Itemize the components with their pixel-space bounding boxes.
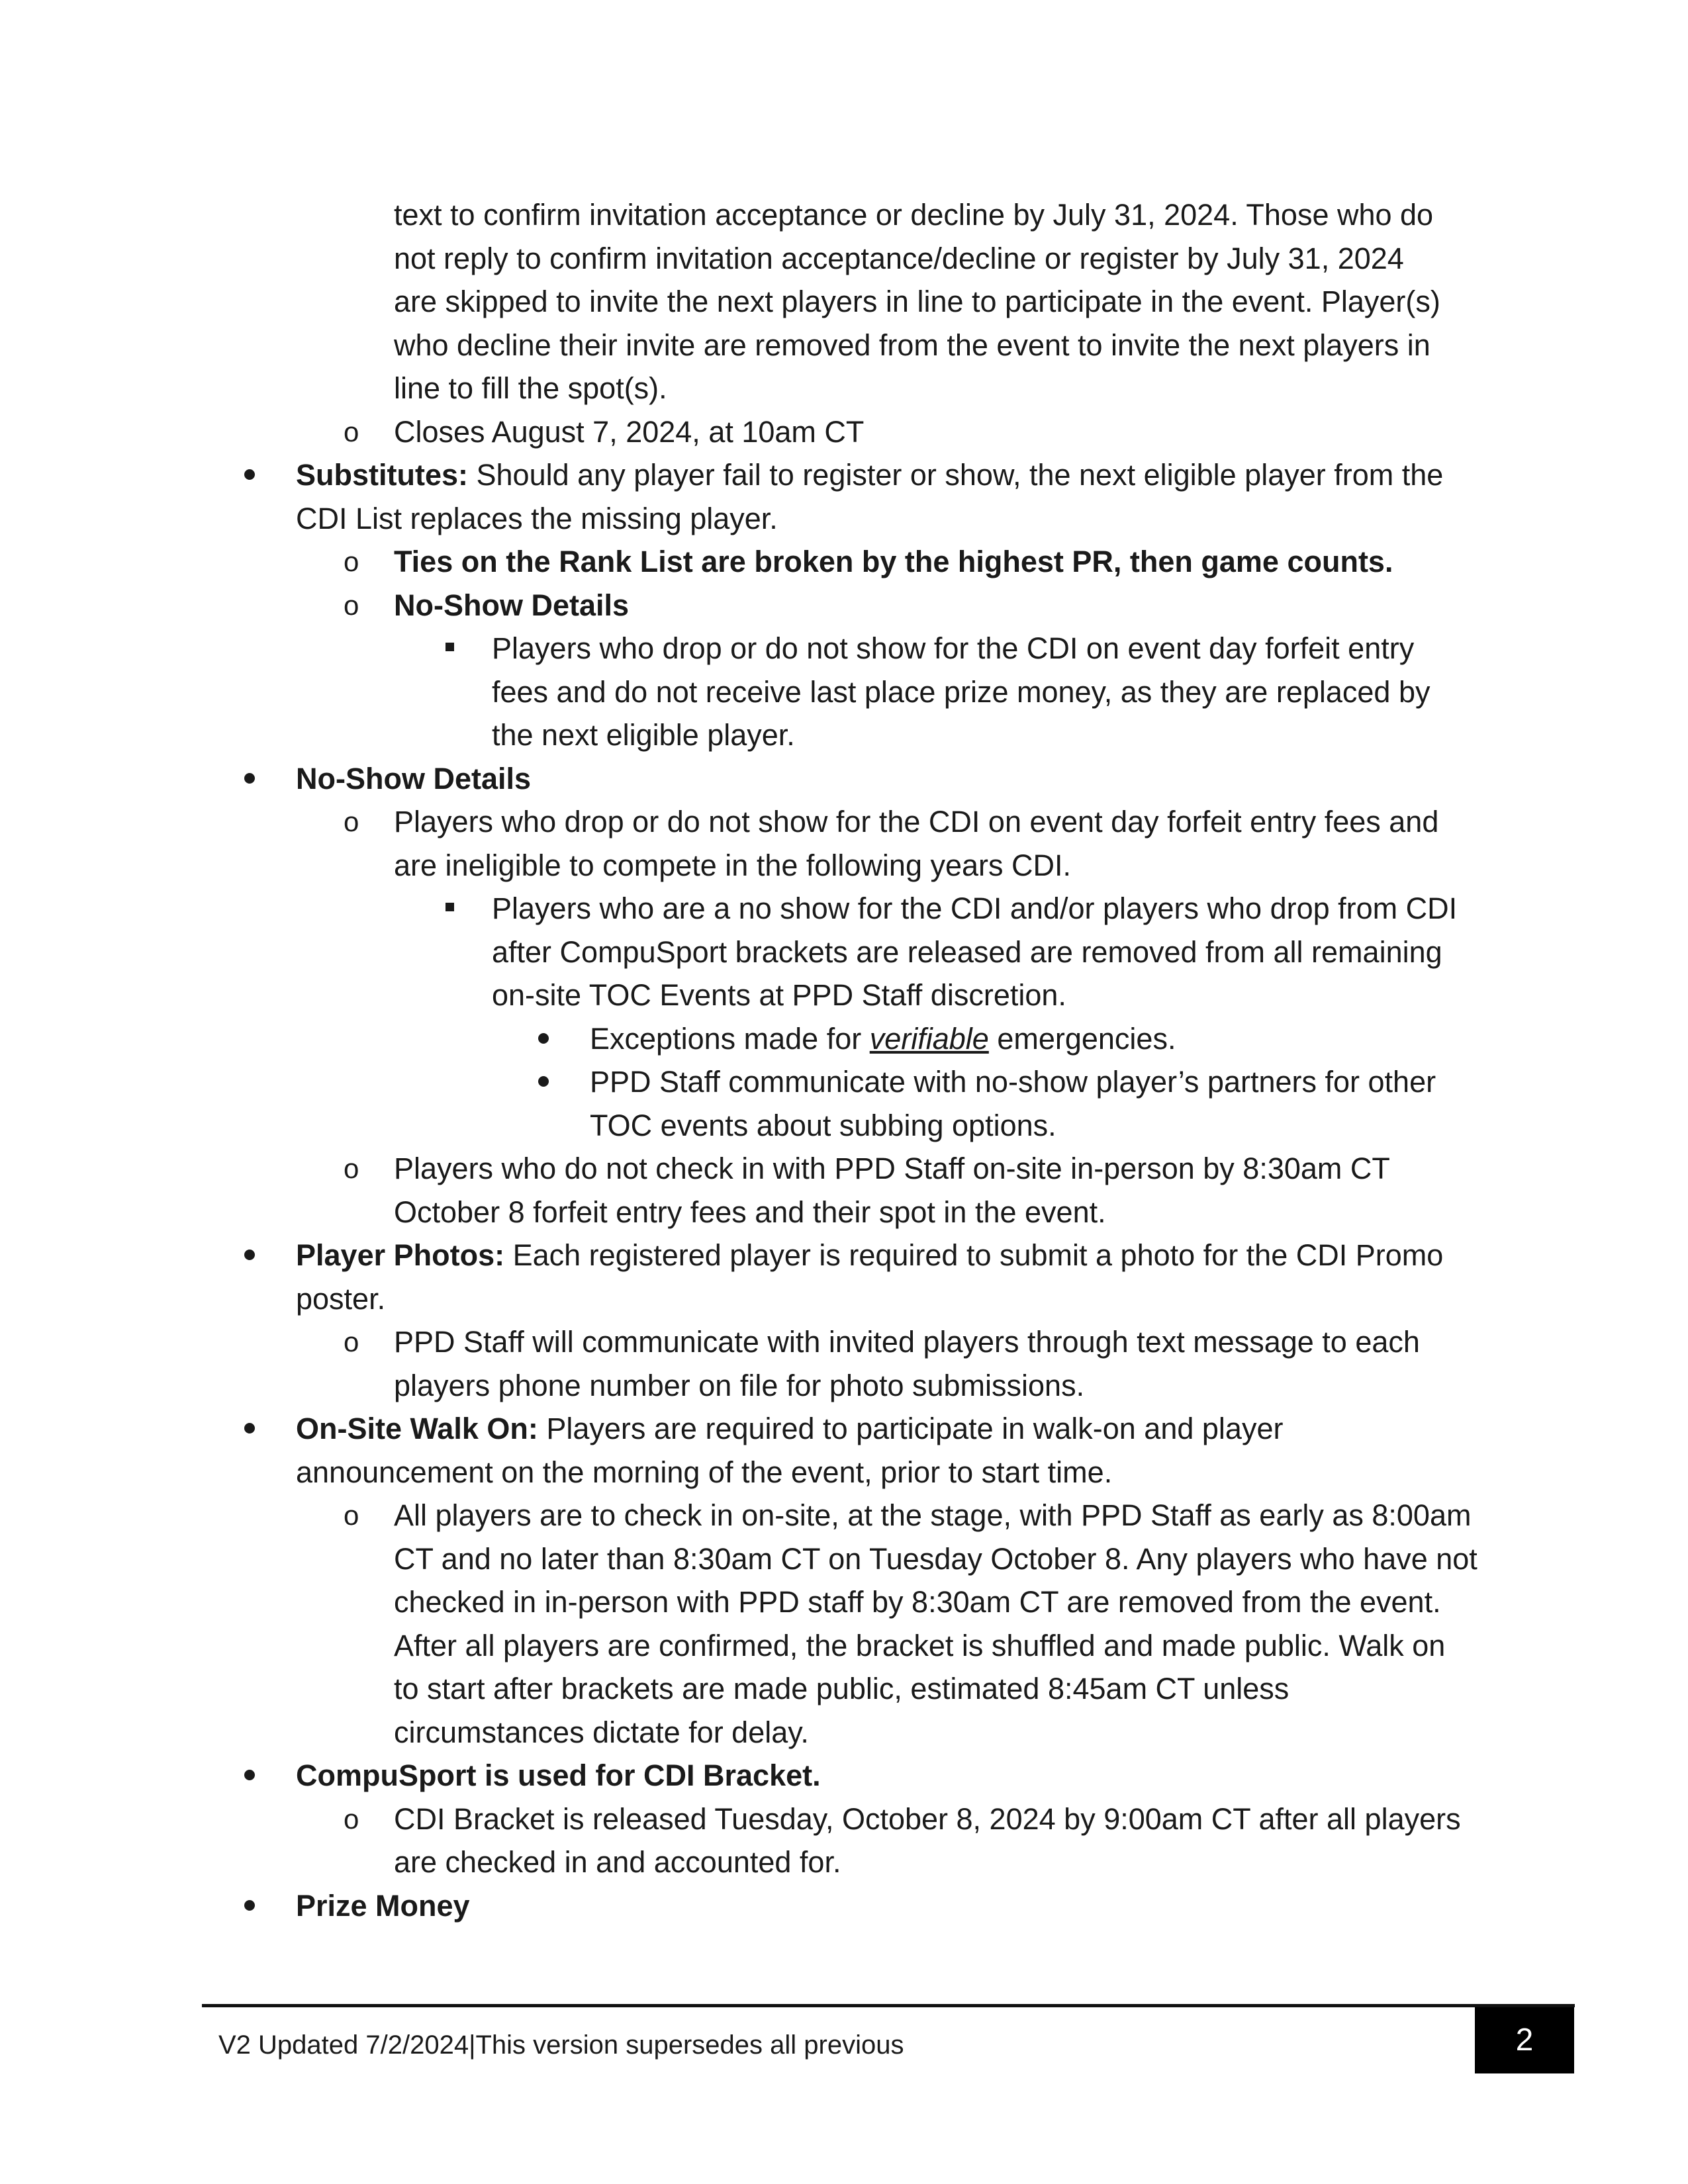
text-line xyxy=(394,237,1479,281)
text-line xyxy=(492,670,1472,714)
text-run: Players who are a no show for the CDI and/or players who drop from CDI xyxy=(492,891,1458,925)
text-run: October 8 forfeit entry fees and their spot in the event. xyxy=(394,1195,1106,1229)
text-run: announcement on the morning of the event, prior to start time. xyxy=(296,1455,1113,1489)
text-line xyxy=(296,1451,1461,1494)
text-run: the next eligible player. xyxy=(492,718,795,752)
text-run: not reply to confirm invitation acceptance/decline or register by July 31, 2024 xyxy=(394,241,1404,275)
text-run: on-site TOC Events at PPD Staff discretion. xyxy=(492,978,1066,1012)
bold-text: No-Show Details xyxy=(394,588,630,622)
text-line xyxy=(492,713,1472,757)
text-line xyxy=(296,1277,1461,1321)
list-item-substitutes xyxy=(296,453,1461,497)
text-line xyxy=(296,497,1461,541)
disc-bullet-icon xyxy=(244,469,255,480)
page-body xyxy=(0,193,1688,1927)
text-run: to start after brackets are made public, estimated 8:45am CT unless xyxy=(394,1672,1289,1706)
list-item-compusport xyxy=(296,1754,1461,1797)
text-run: poster. xyxy=(296,1281,386,1316)
circle-bullet-icon: o xyxy=(344,589,359,621)
text-run: line to fill the spot(s). xyxy=(394,371,667,405)
disc-bullet-icon xyxy=(244,1900,255,1911)
bold-label: On-Site Walk On: xyxy=(296,1412,538,1445)
disc-bullet-icon xyxy=(538,1033,549,1044)
text-line xyxy=(394,1711,1479,1754)
footer-divider xyxy=(202,2004,1575,2007)
list-item xyxy=(344,1147,1479,1191)
text-run: emergencies. xyxy=(988,1021,1176,1056)
disc-bullet-icon xyxy=(244,1250,255,1260)
circle-bullet-icon: o xyxy=(344,546,359,577)
list-item xyxy=(344,1494,1479,1537)
text-run: are skipped to invite the next players in line to participate in the event. Player(s) xyxy=(394,285,1440,318)
circle-bullet-icon: o xyxy=(344,416,359,447)
text-run: who decline their invite are removed from the event to invite the next players in xyxy=(394,328,1430,362)
list-item-walkon xyxy=(296,1407,1461,1451)
list-item-noshow-sub xyxy=(344,584,1479,627)
list-item-noshow-detail xyxy=(492,627,1472,670)
list-item xyxy=(344,1797,1479,1841)
text-run: Should any player fail to register or show, the next eligible player from the xyxy=(468,458,1444,492)
text-run: Closes August 7, 2024, at 10am CT xyxy=(394,414,865,449)
text-run: Players who drop or do not show for the CDI on event day forfeit entry fees and xyxy=(394,805,1439,839)
disc-bullet-icon xyxy=(244,773,255,784)
text-line xyxy=(394,324,1479,367)
page-number: 2 xyxy=(1515,2023,1534,2058)
text-line xyxy=(394,1624,1479,1668)
text-run: TOC events about subbing options. xyxy=(590,1108,1056,1142)
text-run: PPD Staff communicate with no-show player’s partners for other xyxy=(590,1065,1436,1099)
text-run: CT and no later than 8:30am CT on Tuesday October 8. Any players who have not xyxy=(394,1541,1477,1576)
bold-text: Ties on the Rank List are broken by the highest PR, then game counts. xyxy=(394,545,1393,578)
text-run: All players are to check in on-site, at the stage, with PPD Staff as early as 8:00am xyxy=(394,1498,1472,1532)
square-bullet-icon xyxy=(445,643,454,651)
text-run: checked in in-person with PPD staff by 8:30am CT are removed from the event. xyxy=(394,1585,1441,1619)
list-item xyxy=(344,1320,1479,1364)
circle-bullet-icon: o xyxy=(344,1326,359,1357)
bold-label: Player Photos: xyxy=(296,1238,505,1272)
text-run: are checked in and accounted for. xyxy=(394,1845,841,1879)
text-run: CDI Bracket is released Tuesday, October 8, 2024 by 9:00am CT after all players xyxy=(394,1801,1461,1836)
text-line xyxy=(394,1364,1479,1408)
text-run: Exceptions made for xyxy=(590,1021,870,1056)
list-item-exceptions xyxy=(590,1017,1470,1061)
footer-version-text: V2 Updated 7/2/2024|This version supersedes all previous xyxy=(218,2030,904,2060)
list-item-closes xyxy=(344,410,1479,454)
text-line xyxy=(394,1841,1479,1884)
text-run: Each registered player is required to submit a photo for the CDI Promo xyxy=(504,1238,1444,1272)
circle-bullet-icon: o xyxy=(344,1153,359,1184)
page-number-box xyxy=(1475,2007,1574,2073)
disc-bullet-icon xyxy=(244,1770,255,1780)
bold-text: Prize Money xyxy=(296,1888,470,1923)
list-item xyxy=(492,887,1472,931)
circle-bullet-icon: o xyxy=(344,1500,359,1531)
text-run: players phone number on file for photo submissions. xyxy=(394,1368,1085,1402)
list-item xyxy=(344,800,1479,844)
list-item-photos xyxy=(296,1234,1461,1277)
text-run: after CompuSport brackets are released are removed from all remaining xyxy=(492,934,1442,969)
text-line xyxy=(394,844,1479,887)
text-run: are ineligible to compete in the following years CDI. xyxy=(394,848,1072,882)
text-run: Players who drop or do not show for the CDI on event day forfeit entry xyxy=(492,631,1415,665)
text-line xyxy=(394,1191,1479,1234)
square-bullet-icon xyxy=(445,903,454,911)
text-run: PPD Staff will communicate with invited players through text message to each xyxy=(394,1325,1420,1359)
text-line xyxy=(394,280,1479,324)
text-line xyxy=(492,974,1472,1017)
list-item-partners xyxy=(590,1060,1470,1104)
disc-bullet-icon xyxy=(244,1423,255,1433)
text-line xyxy=(394,1667,1479,1711)
list-item-noshow xyxy=(296,757,1461,801)
text-line xyxy=(394,1580,1479,1624)
text-run: Players are required to participate in walk-on and player xyxy=(538,1412,1284,1445)
bold-label: Substitutes: xyxy=(296,458,469,492)
disc-bullet-icon xyxy=(538,1076,549,1087)
text-line xyxy=(492,931,1472,974)
text-line xyxy=(394,193,1479,237)
text-run: fees and do not receive last place prize money, as they are replaced by xyxy=(492,674,1430,709)
list-item-ties xyxy=(344,540,1479,584)
text-line xyxy=(590,1104,1470,1148)
text-line xyxy=(394,1537,1479,1581)
bold-text: CompuSport is used for CDI Bracket. xyxy=(296,1758,821,1792)
circle-bullet-icon: o xyxy=(344,1803,359,1835)
bold-text: No-Show Details xyxy=(296,761,532,796)
text-run: After all players are confirmed, the bracket is shuffled and made public. Walk on xyxy=(394,1628,1446,1662)
text-run: circumstances dictate for delay. xyxy=(394,1715,809,1749)
text-line xyxy=(394,367,1479,410)
circle-bullet-icon: o xyxy=(344,806,359,837)
list-item-prize xyxy=(296,1884,1461,1928)
text-run: Players who do not check in with PPD Staff on-site in-person by 8:30am CT xyxy=(394,1152,1390,1185)
emphasis-text: verifiable xyxy=(869,1021,989,1056)
text-run: CDI List replaces the missing player. xyxy=(296,501,778,535)
text-run: text to confirm invitation acceptance or decline by July 31, 2024. Those who do xyxy=(394,198,1434,232)
